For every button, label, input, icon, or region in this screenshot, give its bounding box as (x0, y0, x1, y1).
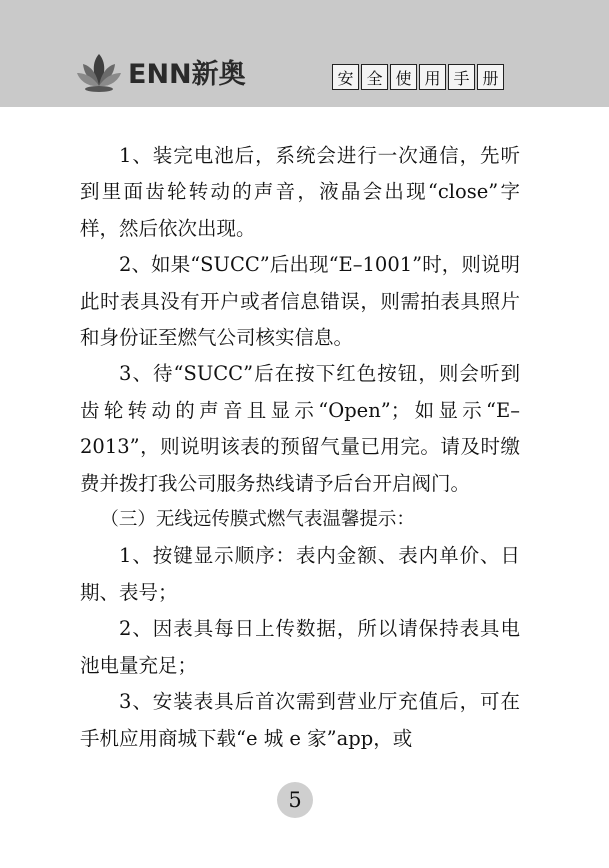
body-paragraph: 3、待“SUCC”后在按下红色按钮，则会听到齿轮转动的声音且显示“Open”；如显示“E–2013”，则说明该表的预留气量已用完。请及时缴费并拨打我公司服务热线请予后台开启阀门。 (80, 362, 520, 495)
manual-title-char: 全 (361, 64, 388, 90)
tip-paragraph: 1、按键显示顺序：表内金额、表内单价、日期、表号； (80, 544, 520, 604)
page-body (80, 138, 520, 757)
body-paragraph: 1、装完电池后，系统会进行一次通信，先听到里面齿轮转动的声音，液晶会出现“close”字样，然后依次出现。 (80, 144, 520, 240)
body-paragraph: 2、如果“SUCC”后出现“E–1001”时，则说明此时表具没有开户或者信息错误，则需拍表具照片和身份证至燃气公司核实信息。 (80, 253, 520, 350)
manual-title-char: 安 (332, 64, 359, 90)
tip-paragraph: 2、因表具每日上传数据，所以请保持表具电池电量充足； (80, 617, 520, 677)
brand-name: ENN新奥 (128, 58, 246, 90)
page-number: 5 (277, 782, 313, 818)
brand-logo (76, 48, 246, 94)
manual-title-char: 手 (448, 64, 475, 90)
section-heading: （三）无线远传膜式燃气表温馨提示： (100, 509, 415, 531)
manual-title-char: 册 (477, 64, 504, 90)
manual-title (332, 64, 506, 90)
manual-title-char: 用 (419, 64, 446, 90)
page-header (0, 0, 609, 107)
manual-title-char: 使 (390, 64, 417, 90)
tip-paragraph: 3、安装表具后首次需到营业厅充值后，可在手机应用商城下载“e 城 e 家”app，或 (80, 690, 520, 750)
lotus-logo-icon (76, 48, 122, 94)
